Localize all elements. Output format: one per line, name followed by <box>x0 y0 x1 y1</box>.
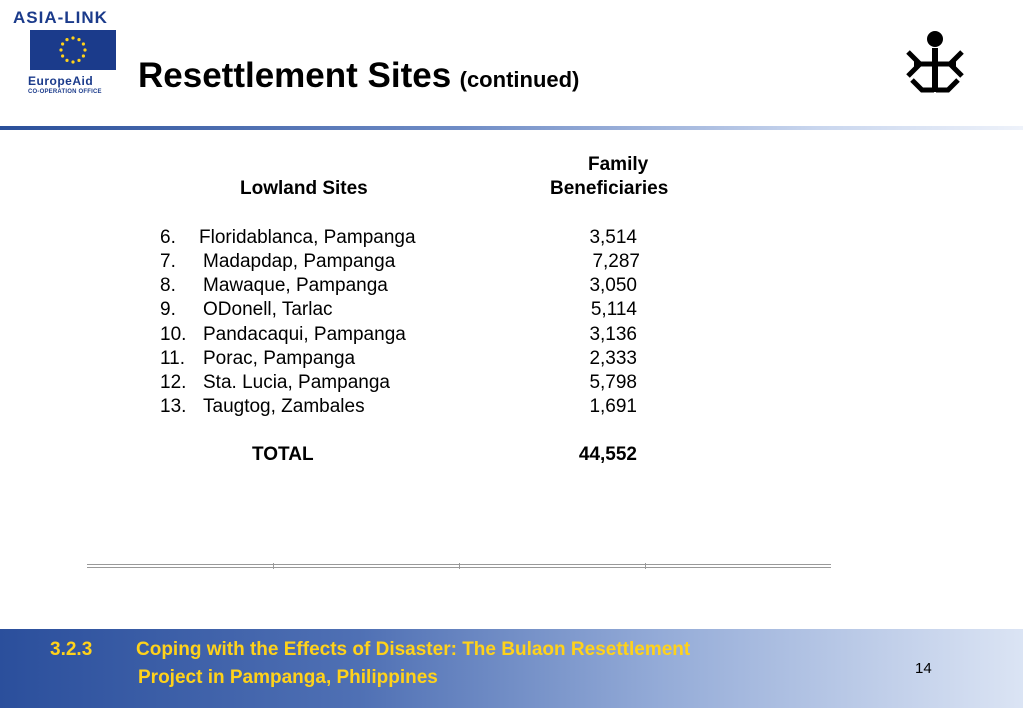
cooperation-office-label: CO-OPERATION OFFICE <box>28 89 102 95</box>
page-title-sub: (continued) <box>459 67 580 92</box>
row-site: Sta. Lucia, Pampanga <box>203 372 390 393</box>
total-value: 44,552 <box>578 444 637 465</box>
page-title <box>138 56 579 96</box>
table-column-divider <box>645 563 646 569</box>
row-site: Floridablanca, Pampanga <box>199 227 416 248</box>
row-value: 7,287 <box>592 251 640 272</box>
header-divider <box>0 126 1023 130</box>
header-family: Family <box>588 154 649 175</box>
table-column-divider <box>459 563 460 569</box>
empty-table-row <box>87 564 831 568</box>
row-site: Pandacaqui, Pampanga <box>203 324 406 345</box>
total-label: TOTAL <box>252 444 314 465</box>
row-number: 6. <box>160 227 176 248</box>
footer-section-number: 3.2.3 <box>50 639 93 660</box>
organization-emblem-icon <box>900 30 970 102</box>
row-number: 8. <box>160 275 176 296</box>
europeaid-label: EuropeAid <box>28 74 94 88</box>
row-value: 3,136 <box>589 324 637 345</box>
row-site: Porac, Pampanga <box>203 348 356 369</box>
row-number: 13. <box>160 396 187 417</box>
row-number: 12. <box>160 372 187 393</box>
table-column-divider <box>273 563 274 569</box>
footer-line-1: Coping with the Effects of Disaster: The Bulaon Resettlement <box>136 639 691 660</box>
row-value: 3,514 <box>589 227 637 248</box>
page-number: 14 <box>915 660 932 677</box>
asia-link-brand: ASIA-LINK <box>13 8 108 27</box>
row-site: ODonell, Tarlac <box>203 299 333 320</box>
header-beneficiaries: Beneficiaries <box>550 178 669 199</box>
eu-flag-icon <box>30 30 116 70</box>
row-value: 5,798 <box>589 372 637 393</box>
row-site: Madapdap, Pampanga <box>203 251 396 272</box>
row-value: 3,050 <box>589 275 637 296</box>
row-number: 7. <box>160 251 176 272</box>
row-number: 9. <box>160 299 176 320</box>
row-number: 11. <box>160 348 186 369</box>
footer-line-2: Project in Pampanga, Philippines <box>138 667 438 688</box>
row-value: 2,333 <box>589 348 637 369</box>
row-value: 5,114 <box>590 299 637 320</box>
row-value: 1,691 <box>589 396 637 417</box>
footer-bar <box>0 629 1023 708</box>
row-site: Mawaque, Pampanga <box>203 275 388 296</box>
header-lowland-sites: Lowland Sites <box>240 178 368 199</box>
page-title-main: Resettlement Sites <box>138 56 452 95</box>
row-site: Taugtog, Zambales <box>203 396 365 417</box>
row-number: 10. <box>160 324 187 345</box>
asia-link-logo <box>10 6 138 98</box>
